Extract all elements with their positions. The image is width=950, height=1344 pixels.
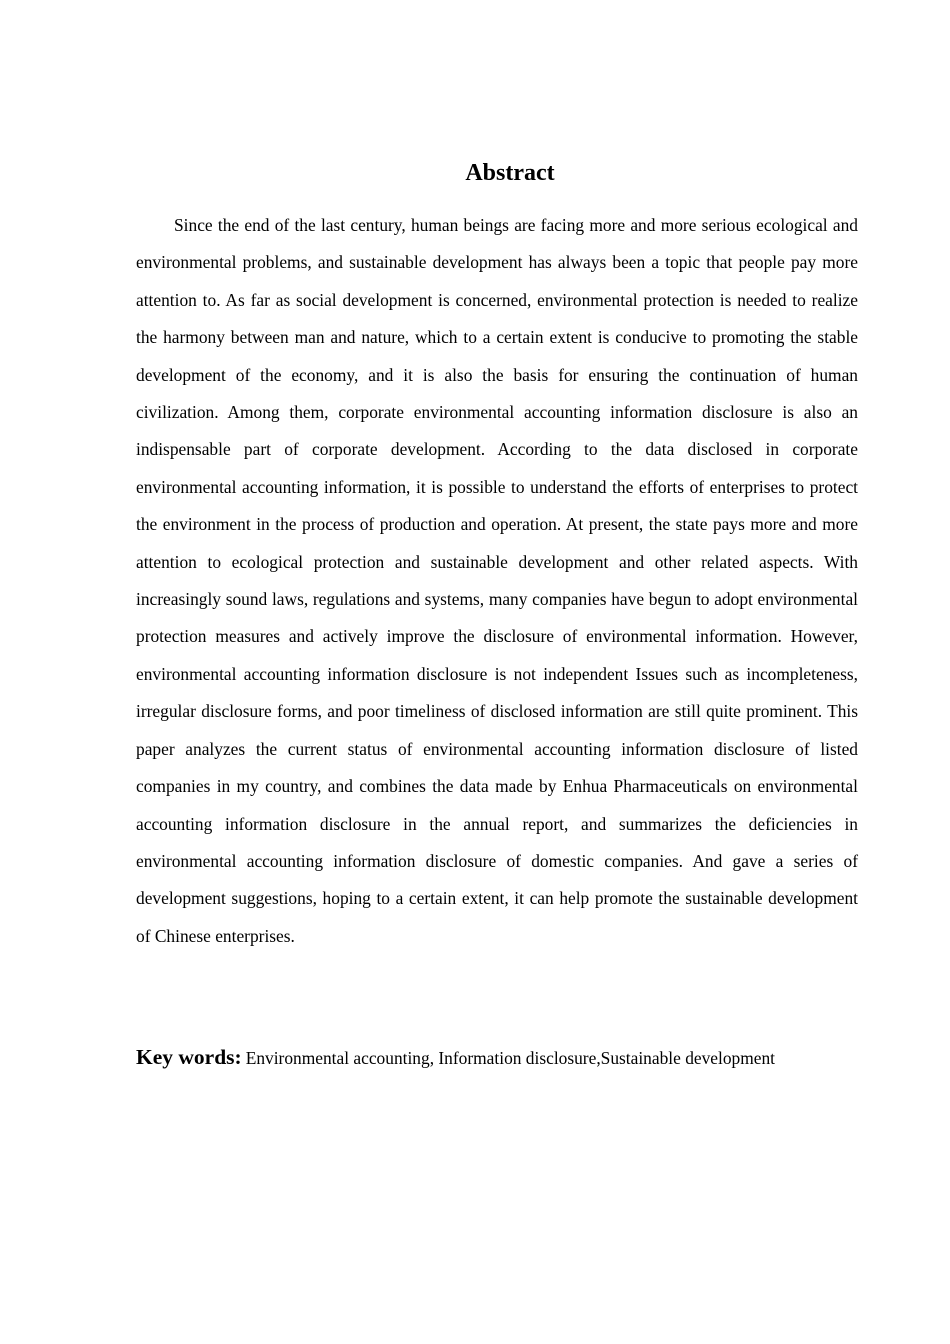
abstract-body: Since the end of the last century, human beings are facing more and more serious ecological and environmental problems, and sustainable development has always been a topic that people pay more attention to. As far as social development is concerned, environmental protection is needed to realize the harmony between man and nature, which to a certain extent is conducive to promoting the stable development of the economy, and it is also the basis for ensuring the continuation of human civilization. Among them, corporate environmental accounting information disclosure is also an indispensable part of corporate development. According to the data disclosed in corporate environmental accounting information, it is possible to understand the efforts of enterprises to protect the environment in the process of production and operation. At present, the state pays more and more attention to ecological protection and sustainable development and other related aspects. With increasingly sound laws, regulations and systems, many companies have begun to adopt environmental protection measures and actively improve the disclosure of environmental information. However, environmental accounting information disclosure is not independent Issues such as incompleteness, irregular disclosure forms, and poor timeliness of disclosed information are still quite prominent. This paper analyzes the current status of environmental accounting information disclosure of listed companies in my country, and combines the data made by Enhua Pharmaceuticals on environmental accounting information disclosure in the annual report, and summarizes the deficiencies in environmental accounting information disclosure of domestic companies. And gave a series of development suggestions, hoping to a certain extent, it can help promote the sustainable development of Chinese enterprises. [136, 215, 858, 946]
keywords-label: Key words: [136, 1045, 242, 1069]
keywords-line [136, 1040, 896, 1077]
keywords-value: Environmental accounting, Information disclosure,Sustainable development [245, 1048, 776, 1068]
abstract-title: Abstract [465, 160, 555, 186]
